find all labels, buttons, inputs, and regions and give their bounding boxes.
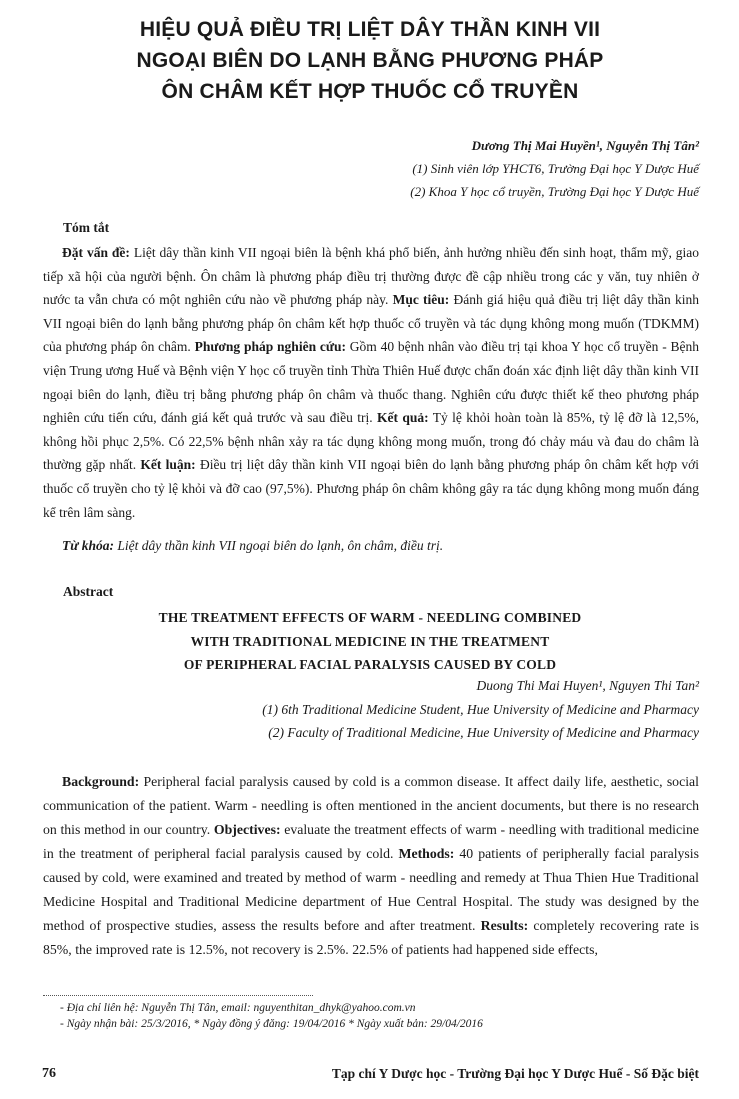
footnote-divider bbox=[43, 995, 313, 996]
abstract-heading: Abstract bbox=[63, 584, 114, 599]
journal-footer: Tạp chí Y Dược học - Trường Đại học Y Dược Huế - Số Đặc biệt bbox=[331, 1066, 699, 1081]
text-background-vn: Liệt dây thần kinh VII ngoại biên là bệnh khá phổ biến, ảnh hưởng nhiều đến sinh hoạt, thẩm mỹ, giao tiếp xã hội của người bệnh. Ôn châm là phương pháp điều trị thường được đề cập nhiều trong các y văn, tuy nhiên ở nước ta vẫn chưa có một nghiên cứu nào về phương pháp này. bbox=[43, 245, 700, 308]
title-line: HIỆU QUẢ ĐIỀU TRỊ LIỆT DÂY THẦN KINH VII bbox=[139, 18, 601, 41]
english-abstract-body bbox=[43, 770, 699, 962]
affiliation-2-en: (2) Faculty of Traditional Medicine, Hue University of Medicine and Pharmacy bbox=[268, 725, 699, 740]
page-number: 76 bbox=[42, 1066, 56, 1081]
label-objective-vn: Mục tiêu: bbox=[392, 292, 450, 308]
label-results-vn: Kết quả: bbox=[377, 410, 429, 426]
affiliation-1-en: (1) 6th Traditional Medicine Student, Hue University of Medicine and Pharmacy bbox=[262, 701, 699, 717]
author-names: Dương Thị Mai Huyền¹, Nguyễn Thị Tân² bbox=[471, 138, 699, 153]
author-names-en: Duong Thi Mai Huyen¹, Nguyen Thi Tan² bbox=[476, 678, 699, 693]
label-background-en: Background: bbox=[62, 774, 140, 789]
label-objective-en: Objectives: bbox=[213, 822, 281, 837]
text-results-vn: Tỷ lệ khỏi hoàn toàn là 85%, tỷ lệ đỡ là 12,5%, không hồi phục 2,5%. Có 22,5% bệnh nhân xảy ra tác dụng không mong muốn, trong đó chảy máu và đau do châm là thường gặp nhất. bbox=[43, 410, 700, 473]
keywords-label: Từ khóa: bbox=[62, 538, 114, 553]
keywords-text: Liệt dây thần kinh VII ngoại biên do lạnh, ôn châm, điều trị. bbox=[113, 538, 444, 553]
keywords bbox=[62, 538, 443, 554]
affiliation-1: (1) Sinh viên lớp YHCT6, Trường Đại học Y Dược Huế bbox=[412, 161, 699, 176]
text-methods-en: 40 patients of peripherally facial paralysis caused by cold, were examined and treated by method of warm - needling and remedy at Thua Thien Hue Traditional Medicine Hospital and Traditional Medicine department of Hue Central Hospital. The study was designed by the method of prospective studies, assess the results before and after treatment. bbox=[43, 846, 699, 933]
footnote bbox=[60, 1000, 660, 1032]
english-title bbox=[80, 606, 660, 677]
label-methods-en: Methods: bbox=[398, 846, 455, 861]
text-results-en: completely recovering rate is 85%, the improved rate is 12.5%, not recovery is 2.5%. 22.5% of patients had happened side effects, bbox=[43, 918, 699, 957]
label-methods-vn: Phương pháp nghiên cứu: bbox=[194, 339, 346, 355]
english-authors bbox=[262, 674, 699, 745]
footnote-contact: - Địa chỉ liên hệ: Nguyễn Thị Tân, email: nguyenthitan_dhyk@yahoo.com.vn bbox=[60, 1002, 416, 1014]
label-results-en: Results: bbox=[480, 918, 529, 933]
title-line: THE TREATMENT EFFECTS OF WARM - NEEDLING COMBINED bbox=[158, 610, 582, 625]
title-line: WITH TRADITIONAL MEDICINE IN THE TREATMENT bbox=[190, 633, 550, 649]
label-conclusion-vn: Kết luận: bbox=[140, 457, 196, 473]
vietnamese-title bbox=[60, 14, 680, 107]
vietnamese-authors bbox=[410, 134, 699, 203]
vietnamese-abstract-body bbox=[43, 241, 699, 524]
summary-heading: Tóm tắt bbox=[63, 220, 110, 235]
text-methods-vn: Gồm 40 bệnh nhân vào điều trị tại khoa Y học cổ truyền - Bệnh viện Trung ương Huế và Bệnh viện Y học cổ truyền tỉnh Thừa Thiên Huế được chẩn đoán xác định liệt dây thần kinh VII ngoại biên do lạnh, điều trị bằng phương pháp ôn châm và thuốc thang. Nghiên cứu được thiết kế theo phương pháp nghiên cứu tiến cứu, đánh giá kết quả trước và sau điều trị. bbox=[43, 339, 699, 426]
text-objective-en: evaluate the treatment effects of warm - needling with traditional medicine in the treatment of peripheral facial paralysis caused by cold. bbox=[43, 822, 699, 861]
footnote-dates: - Ngày nhận bài: 25/3/2016, * Ngày đồng ý đăng: 19/04/2016 * Ngày xuất bản: 29/04/2016 bbox=[60, 1018, 483, 1030]
title-line: OF PERIPHERAL FACIAL PARALYSIS CAUSED BY COLD bbox=[183, 657, 557, 672]
label-background-vn: Đặt vấn đề: bbox=[62, 245, 130, 260]
affiliation-2: (2) Khoa Y học cổ truyền, Trường Đại học Y Dược Huế bbox=[410, 184, 699, 199]
title-line: ÔN CHÂM KẾT HỢP THUỐC CỔ TRUYỀN bbox=[161, 80, 579, 103]
text-conclusion-vn: Điều trị liệt dây thần kinh VII ngoại biên do lạnh bằng phương pháp ôn châm kết hợp với thuốc cổ truyền cho tỷ lệ khỏi và đỡ cao (97,5%). Phương pháp ôn châm không gây ra tác dụng không mong muốn đáng kể trên lâm sàng. bbox=[43, 457, 699, 520]
text-objective-vn: Đánh giá hiệu quả điều trị liệt dây thần kinh VII ngoại biên do lạnh bằng phương pháp ôn châm kết hợp thuốc cổ truyền và tác dụng không mong muốn (TDKMM) của phương pháp ôn châm. bbox=[43, 292, 699, 355]
text-background-en: Peripheral facial paralysis caused by cold is a common disease. It affect daily life, aesthetic, social communication of the patient. Warm - needling is often mentioned in the ancient documents, but there is no research on this method in our country. bbox=[43, 774, 699, 837]
title-line: NGOẠI BIÊN DO LẠNH BẰNG PHƯƠNG PHÁP bbox=[136, 49, 604, 72]
